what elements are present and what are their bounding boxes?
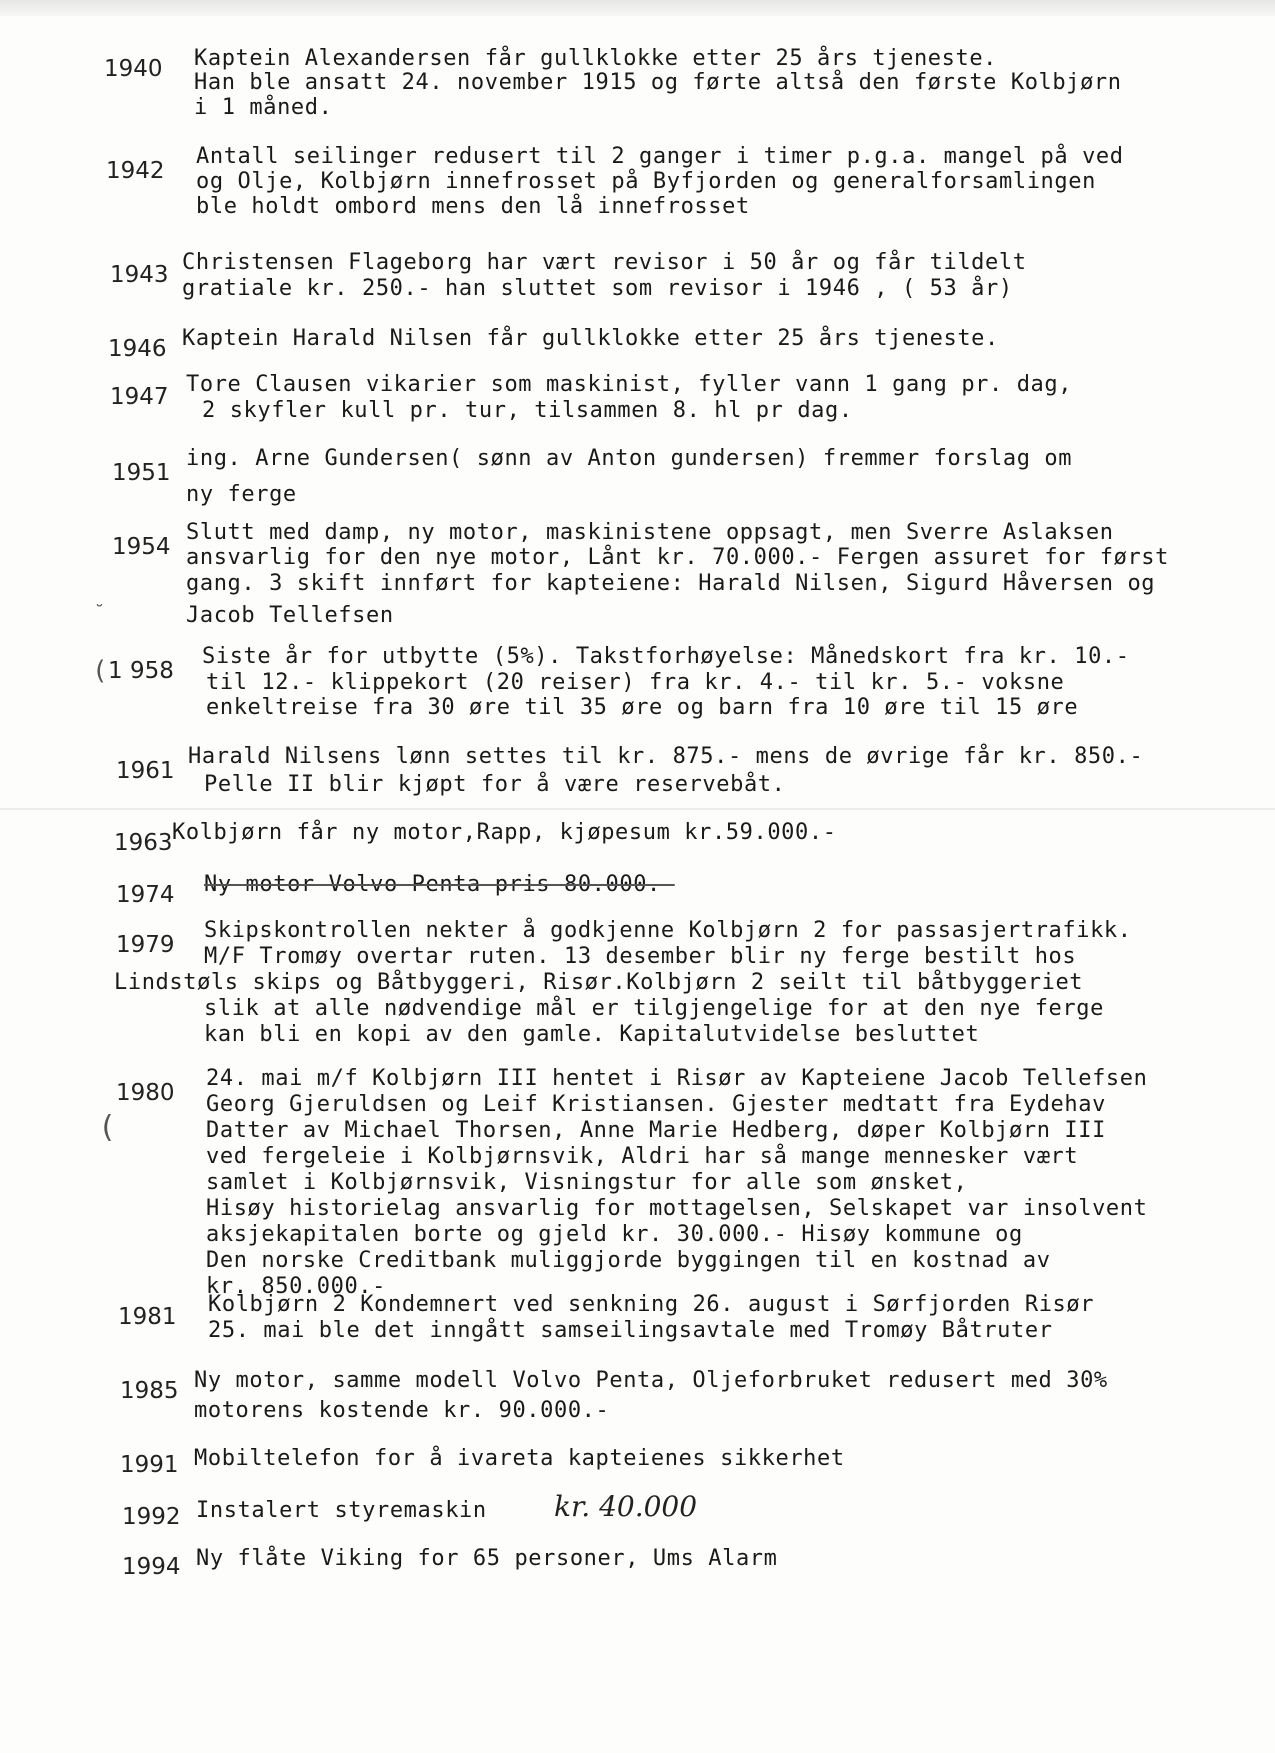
entry-line: motorens kostende kr. 90.000.- (194, 1398, 610, 1423)
entry-line: Instalert styremaskin (196, 1498, 487, 1523)
entry-line: 2 skyfler kull pr. tur, tilsammen 8. hl pr dag. (202, 398, 853, 423)
entry-line: samlet i Kolbjørnsvik, Visningstur for alle som ønsket, (206, 1170, 968, 1195)
entry-line: Harald Nilsens lønn settes til kr. 875.- mens de øvrige får kr. 850.- (188, 744, 1144, 769)
entry-year: 1 958 (108, 658, 174, 684)
paper-fold-crease (0, 808, 1275, 810)
entry-year: 1946 (108, 336, 167, 362)
punch-hole-mark: ( (98, 1110, 117, 1145)
entry-year: 1947 (110, 384, 169, 410)
entry-year: 1942 (106, 158, 165, 184)
entry-year: 1994 (122, 1554, 181, 1580)
entry-line: Datter av Michael Thorsen, Anne Marie Hedberg, døper Kolbjørn III (206, 1118, 1106, 1143)
entry-year: 1943 (110, 262, 169, 288)
entry-year: 1985 (120, 1378, 179, 1404)
entry-line: Jacob Tellefsen (186, 603, 394, 628)
entry-line: 24. mai m/f Kolbjørn III hentet i Risør av Kapteiene Jacob Tellefsen (206, 1066, 1148, 1091)
entry-line: slik at alle nødvendige mål er tilgjengelige for at den nye ferge (204, 996, 1104, 1021)
entry-line: ved fergeleie i Kolbjørnsvik, Aldri har så mange mennesker vært (206, 1144, 1079, 1169)
entry-line: ing. Arne Gundersen( sønn av Anton gundersen) fremmer forslag om (186, 446, 1073, 471)
entry-line: Ny flåte Viking for 65 personer, Ums Alarm (196, 1546, 778, 1571)
entry-line: Kolbjørn 2 Kondemnert ved senkning 26. august i Sørfjorden Risør (208, 1292, 1095, 1317)
entry-line: M/F Tromøy overtar ruten. 13 desember blir ny ferge bestilt hos (204, 944, 1077, 969)
entry-line: ble holdt ombord mens den lå innefrosset (196, 194, 750, 219)
entry-line: gang. 3 skift innført for kapteiene: Harald Nilsen, Sigurd Håversen og (186, 571, 1156, 596)
handwritten-annotation: kr. 40.000 (554, 1490, 698, 1523)
entry-line: Slutt med damp, ny motor, maskinistene oppsagt, men Sverre Aslaksen (186, 520, 1114, 545)
entry-line: til 12.- klippekort (20 reiser) fra kr. 4.- til kr. 5.- voksne (206, 670, 1065, 695)
entry-line: Ny motor, samme modell Volvo Penta, Oljeforbruket redusert med 30% (194, 1368, 1108, 1393)
entry-line: ny ferge (186, 482, 297, 507)
entry-line: og Olje, Kolbjørn innefrosset på Byfjorden og generalforsamlingen (196, 169, 1096, 194)
entry-line: 25. mai ble det inngått samseilingsavtale med Tromøy Båtruter (208, 1318, 1053, 1343)
entry-line: Han ble ansatt 24. november 1915 og førte altså den første Kolbjørn (194, 70, 1122, 95)
entry-year: 1951 (112, 460, 171, 486)
entry-line: Georg Gjeruldsen og Leif Kristiansen. Gjester medtatt fra Eydehav (206, 1092, 1106, 1117)
entry-line: Christensen Flageborg har vært revisor i 50 år og får tildelt (182, 250, 1027, 275)
entry-line: kan bli en kopi av den gamle. Kapitalutvidelse besluttet (204, 1022, 980, 1047)
entry-line: ansvarlig for den nye motor, Lånt kr. 70.000.- Fergen assuret for først (186, 545, 1170, 570)
entry-line: Ny motor Volvo Penta pris 80.000.- (204, 872, 675, 897)
entry-line: i 1 måned. (194, 95, 333, 120)
entry-line: Kaptein Harald Nilsen får gullklokke etter 25 års tjeneste. (182, 326, 999, 351)
paper-fold-top (0, 0, 1275, 16)
entry-year: 1954 (112, 534, 171, 560)
entry-line: kr. 850.000.- (206, 1274, 386, 1299)
entry-line: enkeltreise fra 30 øre til 35 øre og barn fra 10 øre til 15 øre (206, 695, 1079, 720)
entry-year: 1940 (104, 56, 163, 82)
entry-line: Siste år for utbytte (5%). Takstforhøyelse: Månedskort fra kr. 10.- (202, 644, 1130, 669)
entry-line: Hisøy historielag ansvarlig for mottagelsen, Selskapet var insolvent (206, 1196, 1148, 1221)
entry-line: Mobiltelefon for å ivareta kapteienes sikkerhet (194, 1446, 845, 1471)
entry-year: 1979 (116, 932, 175, 958)
entry-year: 1981 (118, 1304, 177, 1330)
entry-line: Den norske Creditbank muliggjorde byggingen til en kostnad av (206, 1248, 1051, 1273)
entry-line: Antall seilinger redusert til 2 ganger i timer p.g.a. mangel på ved (196, 144, 1124, 169)
entry-year: 1992 (122, 1504, 181, 1530)
entry-line: Skipskontrollen nekter å godkjenne Kolbjørn 2 for passasjertrafikk. (204, 918, 1132, 943)
entry-year: 1980 (116, 1080, 175, 1106)
entry-year: 1974 (116, 882, 175, 908)
entry-line: Kolbjørn får ny motor,Rapp, kjøpesum kr.59.000.- (172, 820, 837, 845)
entry-line: Pelle II blir kjøpt for å være reservebåt. (204, 772, 786, 797)
entry-line: Tore Clausen vikarier som maskinist, fyller vann 1 gang pr. dag, (186, 372, 1073, 397)
entry-line: Lindstøls skips og Båtbyggeri, Risør.Kolbjørn 2 seilt til båtbyggeriet (114, 970, 1084, 995)
punch-hole-mark: ( (92, 656, 108, 686)
entry-year: 1963 (114, 830, 173, 856)
entry-line: gratiale kr. 250.- han sluttet som revisor i 1946 , ( 53 år) (182, 276, 1013, 301)
ink-mark: ˘ (94, 602, 105, 623)
entry-year: 1961 (116, 758, 175, 784)
entry-year: 1991 (120, 1452, 179, 1478)
entry-line: aksjekapitalen borte og gjeld kr. 30.000.- Hisøy kommune og (206, 1222, 1023, 1247)
entry-line: Kaptein Alexandersen får gullklokke etter 25 års tjeneste. (194, 46, 998, 71)
